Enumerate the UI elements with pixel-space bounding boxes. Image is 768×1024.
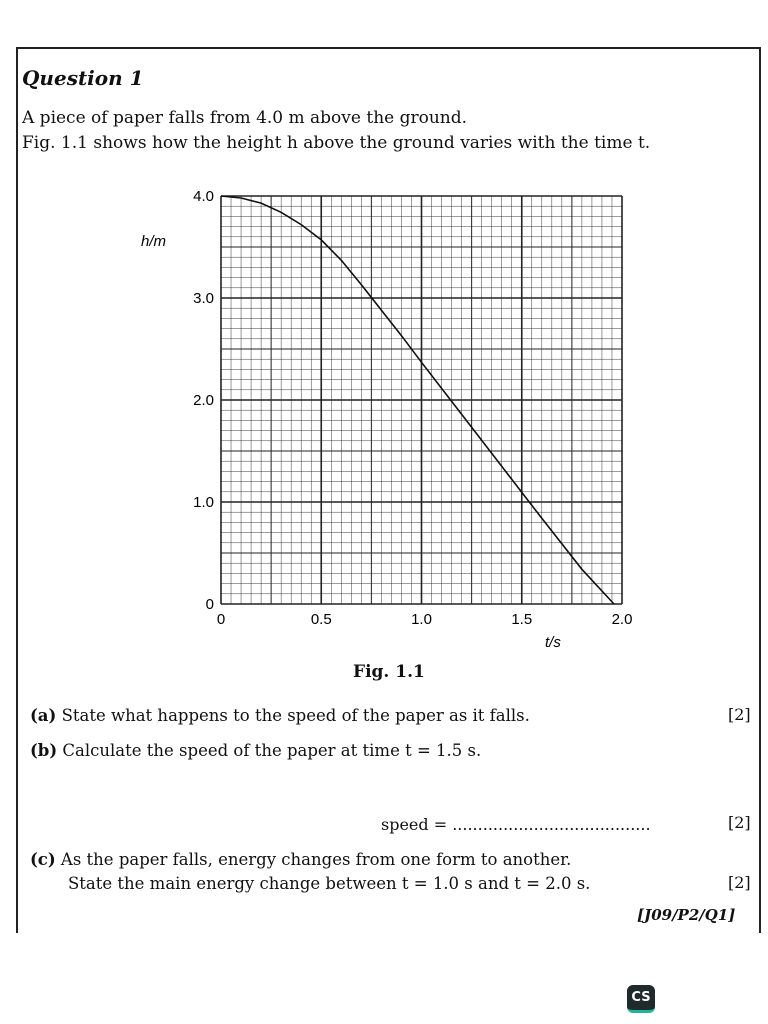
part-a — [30, 706, 530, 725]
part-a-text: State what happens to the speed of the paper as it falls. — [61, 706, 530, 725]
question-title: Question 1 — [22, 66, 144, 90]
x-axis-label: t/s — [545, 634, 561, 651]
y-tick-label: 4.0 — [193, 188, 214, 205]
y-tick-label: 1.0 — [193, 494, 214, 511]
y-tick-label: 0 — [205, 596, 214, 613]
part-c — [30, 850, 571, 869]
part-b — [30, 741, 481, 760]
y-tick-label: 2.0 — [193, 392, 214, 409]
x-tick-label: 0 — [216, 611, 226, 628]
part-a-label: (a) — [30, 706, 57, 725]
y-tick-label: 3.0 — [193, 290, 214, 307]
speed-answer-line[interactable]: speed = ....................................... — [381, 815, 651, 834]
part-b-text: Calculate the speed of the paper at time t = 1.5 s. — [62, 741, 482, 760]
question-reference: [J09/P2/Q1] — [637, 906, 736, 924]
part-a-marks: [2] — [728, 705, 751, 724]
part-c-marks: [2] — [728, 873, 751, 892]
x-tick-label: 1.0 — [411, 611, 432, 628]
part-b-marks: [2] — [728, 813, 751, 832]
part-c-label: (c) — [30, 850, 56, 869]
x-tick-label: 0.5 — [310, 611, 332, 628]
y-axis-label: h/m — [141, 233, 167, 250]
part-c-text-1: As the paper falls, energy changes from one form to another. — [60, 850, 572, 869]
part-c-text-2: State the main energy change between t = 1.0 s and t = 2.0 s. — [68, 874, 591, 893]
camscanner-logo: CS — [627, 985, 655, 1013]
x-tick-label: 1.5 — [511, 611, 533, 628]
figure-caption: Fig. 1.1 — [353, 662, 425, 682]
x-tick-label: 2.0 — [611, 611, 633, 628]
part-b-label: (b) — [30, 741, 58, 760]
graph-tick-labels — [193, 188, 632, 628]
question-intro-line-1: A piece of paper falls from 4.0 m above the ground. — [22, 108, 468, 128]
question-intro-line-2: Fig. 1.1 shows how the height h above the ground varies with the time t. — [22, 133, 651, 153]
